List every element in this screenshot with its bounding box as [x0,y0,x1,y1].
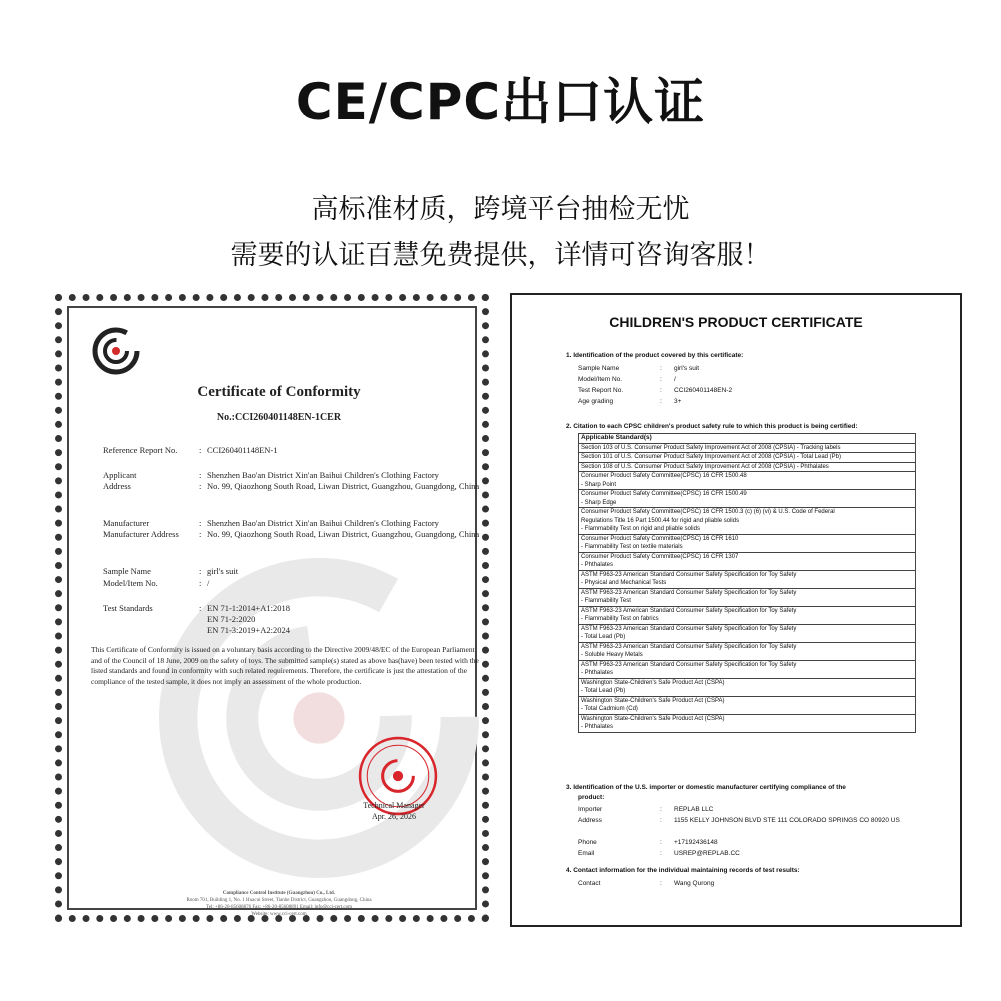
colon: : [199,603,202,613]
standard-cell [579,588,916,606]
standard-row [579,696,916,714]
reference-report-value: CCI260401148EN-1 [207,445,278,455]
standard-row [579,534,916,552]
standard-row [579,660,916,678]
kv-row [578,878,914,889]
footer-address: Room 701, Building 1, No. 1 Huacui Street, Tianhe District, Guangzhou, Guangdong, China [186,898,372,903]
signature-date: Apr. 26, 2026 [372,812,416,821]
kv-row [578,837,914,848]
kv-row [578,848,914,859]
kv-key: Age grading [578,398,614,405]
standard-cell [579,570,916,588]
standard-line: Washington State-Children's Safe Product Act (CSPA) [581,679,725,686]
section-3-heading-cont: product: [578,794,605,801]
section-1-heading: 1. Identification of the product covered by this certificate: [566,352,744,359]
standard-line: - Physical and Mechanical Tests [581,580,667,586]
standard-line: Section 101 of U.S. Consumer Product Safety Improvement Act of 2008 (CPSIA) - Total Lead (Pb) [581,454,842,460]
standard-line: - Flammability Test on rigid and pliable solids [581,526,700,532]
standard-cell [579,624,916,642]
colon: : [660,365,662,372]
standard-row [579,552,916,570]
colon: : [660,839,662,846]
standard-cell [579,714,916,732]
colon: : [199,470,202,480]
signature-label: Technical Manager [363,801,425,810]
colon: : [199,518,202,528]
kv-key: Model/Item No. [578,376,623,383]
kv-row [578,374,914,385]
kv-row [578,385,914,396]
colon: : [660,850,662,857]
standard-cell [579,606,916,624]
standard-1: EN 71-1:2014+A1:2018 [207,603,290,613]
section-3-heading: 3. Identification of the U.S. importer or domestic manufacturer certifying compliance of the [566,784,846,791]
ce-certificate [55,294,489,922]
cpc-certificate [510,293,962,927]
colon: : [660,398,662,405]
address-label: Address [103,481,131,491]
kv-value: 1155 KELLY JOHNSON BLVD STE 111 COLORADO SPRINGS CO 80920 US [674,817,900,824]
standard-line: Washington State-Children's Safe Product Act (CSPA) [581,697,725,704]
kv-value: CCI260401148EN-2 [674,387,733,394]
standard-line: - Phthalates [581,562,614,568]
standard-line: - Total Lead (Pb) [581,634,626,640]
manufacturer-label: Manufacturer [103,518,150,528]
standard-line: Consumer Product Safety Committee(CPSC) 16 CFR 1307 [581,553,739,560]
manufacturer-value: Shenzhen Bao'an District Xin'an Baihui Children's Clothing Factory [207,518,439,528]
standard-cell [579,552,916,570]
kv-key: Email [578,850,595,857]
standard-cell [579,443,916,453]
standard-cell [579,660,916,678]
kv-row [578,815,914,826]
address-value: No. 99, Qiaozhong South Road, Liwan District, Guangzhou, Guangdong, China [207,481,480,491]
standard-row [579,606,916,624]
kv-key: Contact [578,880,601,887]
standard-line: ASTM F963-23 American Standard Consumer Safety Specification for Toy Safety [581,607,797,614]
kv-value: girl's suit [674,365,700,372]
standard-line: - Total Lead (Pb) [581,688,626,694]
standard-3: EN 71-3:2019+A2:2024 [207,625,290,635]
standard-line: - Soluble Heavy Metals [581,652,643,658]
kv-key: Phone [578,839,597,846]
standard-line: Washington State-Children's Safe Product Act (CSPA) [581,715,725,722]
colon: : [199,445,202,455]
standard-row [579,443,916,453]
standard-line: Consumer Product Safety Committee(CPSC) 16 CFR 1500.48 [581,473,747,479]
standard-2: EN 71-2:2020 [207,614,256,624]
standard-line: ASTM F963-23 American Standard Consumer Safety Specification for Toy Safety [581,589,797,596]
standard-row [579,490,916,508]
standard-cell [579,508,916,535]
kv-value: REPLAB LLC [674,806,714,813]
standard-line: ASTM F963-23 American Standard Consumer Safety Specification for Toy Safety [581,643,797,650]
applicant-label: Applicant [103,470,137,480]
standard-line: - Flammability Test [581,598,631,604]
kv-key: Importer [578,806,603,813]
standard-line: - Flammability Test on fabrics [581,616,659,622]
standard-row [579,678,916,696]
standard-row [579,462,916,472]
standard-cell [579,453,916,463]
colon: : [660,387,662,394]
certificate-number: No.:CCI260401148EN-1CER [216,412,342,423]
colon: : [199,566,202,576]
kv-row [578,363,914,374]
certificate-footer [69,890,489,918]
standard-line: ASTM F963-23 American Standard Consumer Safety Specification for Toy Safety [581,661,797,668]
colon: : [660,817,662,824]
colon: : [660,376,662,383]
kv-value: Wang Qurong [674,880,715,887]
cci-logo-icon [91,326,141,376]
standard-row [579,472,916,490]
colon: : [199,529,202,539]
conformity-statement: This Certificate of Conformity is issued on a voluntary basis according to the Directive 2009/48/EC of the European Parliament and of the Council of 18 June, 2009 on the safety of toys. The submitted sample(s) stated as above has(have) been tested with the listed standards and found in conformity with such related requirements. Therefore, the certificate is just the attestation of the compliance of the tested sample, it does not imply an assessment of the whole production. [91,645,479,686]
standard-line: - Phthalates [581,670,614,676]
standard-row [579,570,916,588]
standard-row [579,624,916,642]
standard-row [579,453,916,463]
manufacturer-address-label: Manufacturer Address [103,529,179,539]
standard-cell [579,642,916,660]
standard-line: - Sharp Point [581,481,617,488]
reference-report-label: Reference Report No. [103,445,178,455]
page-title: CE/CPC出口认证 [295,73,706,131]
sample-name-label: Sample Name [103,566,151,576]
signature-block [324,800,464,822]
section-2-heading: 2. Citation to each CPSC children's product safety rule to which this product is being certified: [566,423,858,430]
standard-line: Section 103 of U.S. Consumer Product Safety Improvement Act of 2008 (CPSIA) - Tracking labels [581,444,841,451]
standards-table [578,433,916,733]
certificate-inner-frame [67,306,480,917]
standards-table-header: Applicable Standard(s) [579,434,916,444]
cpc-title: CHILDREN'S PRODUCT CERTIFICATE [609,314,863,330]
kv-value: USREP@REPLAB.CC [674,850,740,857]
standard-line: ASTM F963-23 American Standard Consumer Safety Specification for Toy Safety [581,625,797,632]
kv-value: / [674,376,676,383]
standard-line: ASTM F963-23 American Standard Consumer Safety Specification for Toy Safety [581,571,797,578]
footer-contact: Tel: +86-20-85608876 Fax: +86-20-85608891 Email: info@cci-cert.com [206,905,352,910]
kv-value: 3+ [674,398,682,405]
standard-row [579,642,916,660]
colon: : [660,880,662,887]
standard-cell [579,534,916,552]
test-standards-label: Test Standards [103,603,153,613]
colon: : [199,481,202,491]
model-value: / [207,578,210,588]
standard-line: Consumer Product Safety Committee(CPSC) 16 CFR 1610 [581,535,739,542]
colon: : [660,806,662,813]
standard-line: - Total Cadmium (Cd) [581,706,638,712]
standard-line: Section 108 of U.S. Consumer Product Safety Improvement Act of 2008 (CPSIA) - Phthalates [581,463,829,470]
colon: : [199,578,202,588]
standard-line: - Phthalates [581,724,614,730]
standard-line: Consumer Product Safety Committee(CPSC) 16 CFR 1500.49 [581,491,747,497]
applicant-value: Shenzhen Bao'an District Xin'an Baihui Children's Clothing Factory [207,470,439,480]
standard-line: Regulations Title 16 Part 1500.44 for rigid and pliable solids [581,517,740,524]
kv-key: Sample Name [578,365,620,372]
standard-line: - Sharp Edge [581,499,617,506]
subtitle-line-1: 高标准材质，跨境平台抽检无忧 [311,194,690,225]
standard-cell [579,696,916,714]
kv-key: Test Report No. [578,387,624,394]
kv-key: Address [578,817,602,824]
standard-cell [579,490,916,508]
footer-website: Website: www.cci-cert.com [251,912,307,917]
kv-value: +17192436148 [674,839,718,846]
subtitle-line-2: 需要的认证百慧免费提供，详情可咨询客服！ [230,240,771,271]
manufacturer-address-value: No. 99, Qiaozhong South Road, Liwan District, Guangzhou, Guangdong, China [207,529,480,539]
kv-row [578,804,914,815]
standard-row [579,714,916,732]
standard-cell [579,462,916,472]
kv-row [578,396,914,407]
standard-row [579,508,916,535]
sample-name-value: girl's suit [207,566,239,576]
standard-cell [579,678,916,696]
standard-cell [579,472,916,490]
standard-row [579,588,916,606]
footer-company: Compliance Control Institute (Guangzhou) Co., Ltd. [222,891,336,896]
model-label: Model/Item No. [103,578,158,588]
certificate-title: Certificate of Conformity [197,384,361,400]
standard-line: Consumer Product Safety Committee(CPSC) 16 CFR 1500.3 (c) (6) (vi) & U.S. Code of Federal [581,509,835,515]
standard-line: - Flammability Test on textile materials [581,544,683,550]
section-4-heading: 4. Contact information for the individual maintaining records of test results: [566,867,800,874]
